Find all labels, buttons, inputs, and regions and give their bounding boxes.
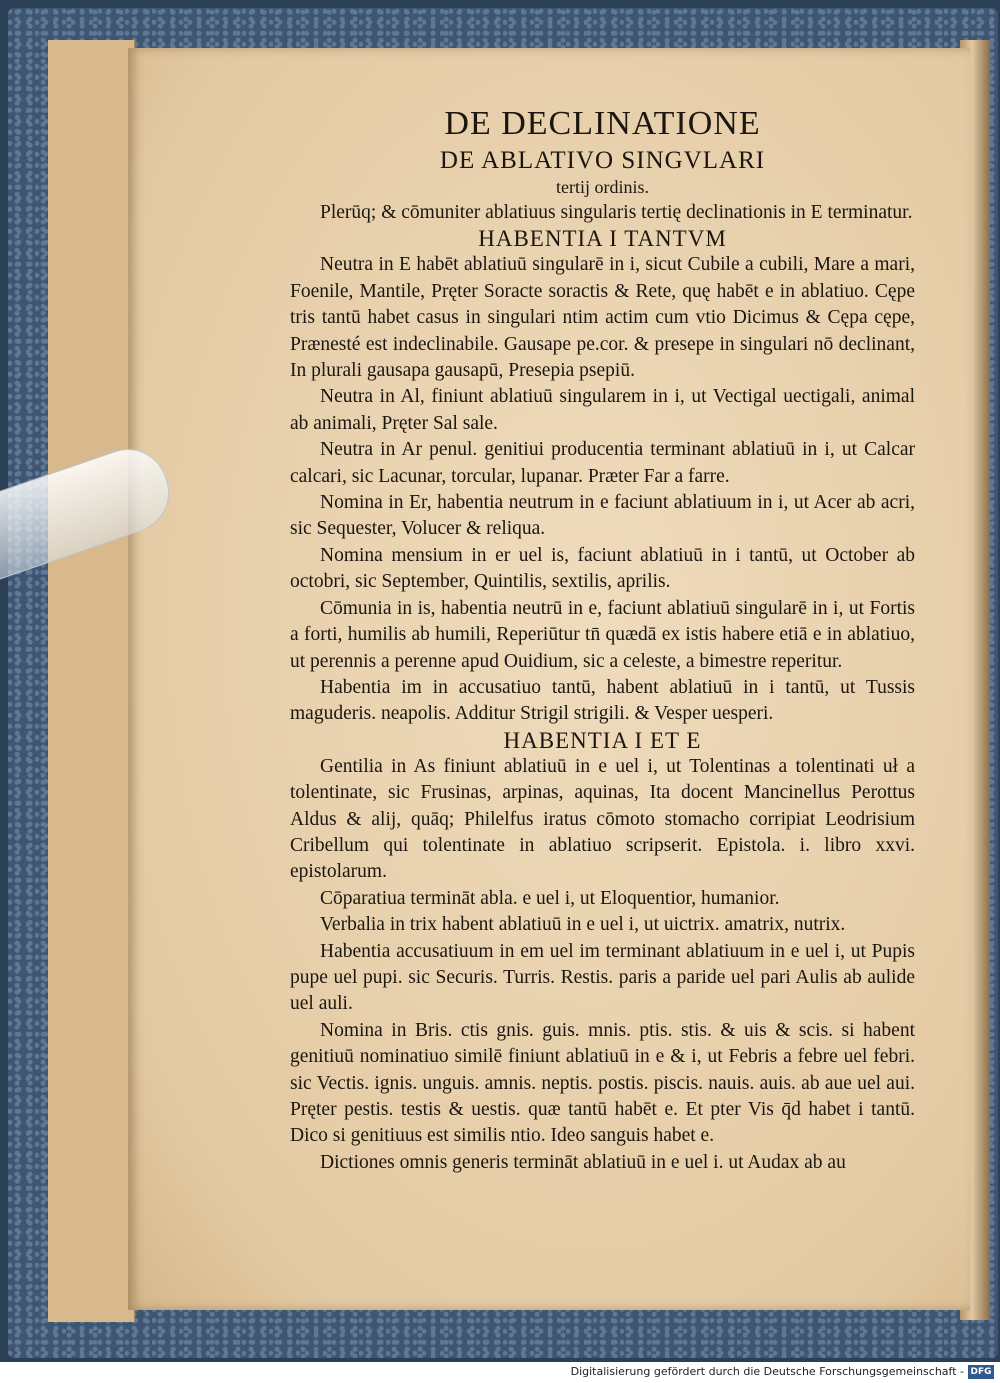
page-body bbox=[290, 200, 915, 1176]
page-text bbox=[290, 105, 915, 1176]
dfg-logo: DFG bbox=[968, 1365, 994, 1379]
page-subtitle: DE ABLATIVO SINGVLARI bbox=[439, 147, 766, 174]
paragraph: Plerūq; & cōmuniter ablatiuus singularis tertię declinationis in E terminatur. bbox=[320, 202, 913, 223]
paragraph: Nomina in Bris. ctis gnis. guis. mnis. ptis. stis. & uis & scis. si habent genitiuū nominatiuo similē finiunt ablatiuū in e & i, ut Febris a febre uel febri. sic Vectis. ignis. unguis. amnis. neptis. postis. piscis. nauis. auis. ab aue uel aui. Pręter pestis. testis & uestis. quæ tantū habēt e. Et pter Vis q̄d habet i tantū. Dico si genitiuus est similis ntio. Ideo sanguis habet e. bbox=[290, 1019, 915, 1147]
footer-credit: Digitalisierung gefördert durch die Deutsche Forschungsgemeinschaft - bbox=[570, 1365, 964, 1378]
page-subtitle-2: tertij ordinis. bbox=[556, 177, 649, 197]
page-title: DE DECLINATIONE bbox=[444, 105, 761, 142]
paragraph: Nomina in Er, habentia neutrum in e faciunt ablatiuum in i, ut Acer ab acri, sic Sequester, Volucer & reliqua. bbox=[290, 492, 915, 540]
paragraph: Neutra in Al, finiunt ablatiuū singularem in i, ut Vectigal uectigali, animal ab animali, Pręter Sal sale. bbox=[290, 386, 915, 434]
footer-bar bbox=[0, 1362, 1000, 1383]
paragraph: Neutra in Ar penul. genitiui producentia terminant ablatiuū in i, ut Calcar calcari, sic Lacunar, torcular, lupanar. Præter Far a farre. bbox=[290, 439, 915, 487]
section-heading: HABENTIA I TANTVM bbox=[478, 226, 727, 252]
section-heading: HABENTIA I ET E bbox=[503, 727, 702, 753]
paragraph: Gentilia in As finiunt ablatiuū in e uel i, ut Tolentinas a tolentinati uł a tolentinate, sic Frusinas, arpinas, aquinas, Ita docent Mancinellus Perottus Aldus & alij, quāq; Philelfus iratus cōmoto stomacho corripiat Leodrisium Cribellum qui tolentinate in ablatiuo scripserit. Epistola. i. libro xxvi. epistolarum. bbox=[290, 755, 915, 883]
paragraph: Habentia im in accusatiuo tantū, habent ablatiuū in i tantū, ut Tussis maguderis. neapolis. Additur Strigil strigili. & Vesper uesperi. bbox=[290, 676, 915, 725]
paragraph: Dictiones omnis generis termināt ablatiuū in e uel i. ut Audax ab au bbox=[320, 1151, 846, 1173]
paragraph: Cōmunia in is, habentia neutrū in e, faciunt ablatiuū singularē in i, ut Fortis a forti, humilis ab humili, Reperiūtur tn̄ quædā ex istis habere etiā e in ablatiuo, ut perennis a perenne apud Ouidium, sic a celeste, a bimestre reperitur. bbox=[290, 597, 915, 672]
paragraph: Verbalia in trix habent ablatiuū in e uel i, ut uictrix. amatrix, nutrix. bbox=[320, 914, 846, 936]
paragraph: Habentia accusatiuum in em uel im terminant ablatiuum in e uel i, ut Pupis pupe uel pupi. sic Securis. Turris. Restis. paris a paride uel pari Aulis ab aulide uel auli. bbox=[290, 940, 915, 1015]
paragraph: Nomina mensium in er uel is, faciunt ablatiuū in i tantū, ut October ab octobri, sic September, Quintilis, sextilis, aprilis. bbox=[290, 544, 915, 593]
paragraph: Neutra in E habēt ablatiuū singularē in i, sicut Cubile a cubili, Mare a mari, Foenile, Mantile, Pręter Soracte soractis & Rete, quę habēt e in ablatiuo. Cępe tris tantū habet casus in singulari ntim actim cum vtio Dicimus & Cępa cępe, Prænesté est indeclinabile. Gausape pe.cor. & presepe in singulari nō declinant, In plurali gausapa gausapū, Presepia psepiū. bbox=[290, 254, 915, 382]
paragraph: Cōparatiua termināt abla. e uel i, ut Eloquentior, humanior. bbox=[320, 887, 780, 909]
